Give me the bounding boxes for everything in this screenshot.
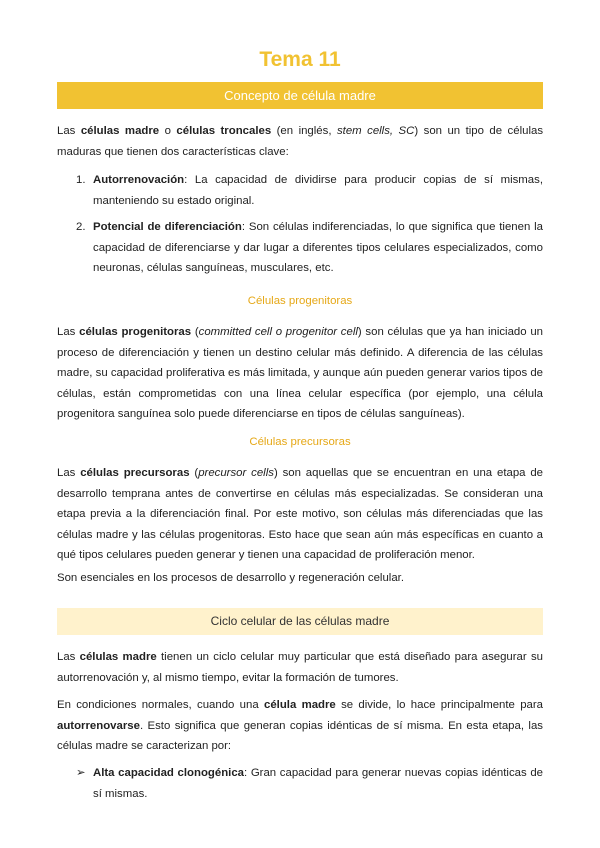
intro-italic-1: stem cells, SC xyxy=(336,125,415,137)
intro-text-4: ) son un tipo de células maduras que tienen dos características clave: xyxy=(57,125,544,158)
prec-italic-1: precursor cells xyxy=(198,467,274,479)
ciclo-paragraph-1 xyxy=(57,647,543,688)
intro-bold-1: células madre xyxy=(80,125,160,137)
prog-text-3: ) son células que ya han iniciado un proceso de diferenciación y tienen un destino celular más definido. A diferencia de las células madre, su capacidad proliferativa es más limitada, y aunque aún pueden generar varios tipos de células, están comprometidas con una línea celular específica (por ejemplo, una célula progenitora sanguínea solo puede diferenciarse en tipos de células sanguíneas). xyxy=(57,326,543,420)
ciclo2-text-3: . Esto significa que generan copias idénticas de sí misma. En esta etapa, las células madre se caracterizan por: xyxy=(57,719,543,752)
prec-bold-1: células precursoras xyxy=(80,467,190,479)
prec-text-2: ( xyxy=(189,467,199,479)
list-item-text: : La capacidad de dividirse para producir copias de sí mismas, manteniendo su estado original. xyxy=(93,174,543,207)
prog-text-2: ( xyxy=(191,326,199,338)
ciclo1-text-1: Las xyxy=(57,651,80,663)
ciclo-paragraph-2 xyxy=(57,695,543,757)
page-title: Tema 11 xyxy=(259,48,341,71)
esenciales-paragraph: Son esenciales en los procesos de desarrollo y regeneración celular. xyxy=(57,572,404,584)
prog-italic-1: committed cell o progenitor cell xyxy=(198,326,358,338)
prec-text-1: Las xyxy=(57,467,81,479)
arrow-bullet-icon: ➢ xyxy=(76,767,86,779)
ciclo2-bold-1: célula madre xyxy=(263,699,336,711)
intro-text-1: Las xyxy=(57,125,81,137)
intro-text-3: (en inglés, xyxy=(271,125,337,137)
list-item-diferenciacion xyxy=(93,217,543,279)
list-item-bold: Potencial de diferenciación xyxy=(93,221,242,233)
list-item-autorrenovacion xyxy=(93,170,543,211)
intro-text-2: o xyxy=(159,125,177,137)
list-number-1: 1. xyxy=(76,174,86,186)
precursoras-paragraph xyxy=(57,463,543,566)
list-item-bold: Autorrenovación xyxy=(93,174,185,186)
subheading-progenitoras: Células progenitoras xyxy=(247,295,353,307)
bullet-item-clonogenica xyxy=(93,763,543,804)
list-number-2: 2. xyxy=(76,221,86,233)
list-item-text: : Son células indiferenciadas, lo que significa que tienen la capacidad de diferenciarse y dar lugar a diferentes tipos celulares especializados, como neuronas, células sanguíneas, musculares, etc. xyxy=(93,221,543,274)
ciclo2-text-1: En condiciones normales, cuando una xyxy=(57,699,264,711)
ciclo2-text-2: se divide, lo hace principalmente para xyxy=(335,699,543,711)
progenitoras-paragraph xyxy=(57,322,543,425)
ciclo1-bold-1: células madre xyxy=(79,651,157,663)
intro-bold-2: células troncales xyxy=(176,125,272,137)
ciclo2-bold-2: autorrenovarse xyxy=(57,719,140,732)
prog-text-1: Las xyxy=(57,326,80,338)
ciclo-banner: Ciclo celular de las células madre xyxy=(57,608,543,635)
ciclo1-text-2: tienen un ciclo celular muy particular que está diseñado para asegurar su autorrenovación y, al mismo tiempo, evitar la formación de tumores. xyxy=(57,651,543,684)
prog-bold-1: células progenitoras xyxy=(79,326,192,338)
bullet-bold: Alta capacidad clonogénica xyxy=(93,767,244,779)
section-banner: Concepto de célula madre xyxy=(57,82,543,109)
intro-paragraph xyxy=(57,121,543,162)
subheading-precursoras: Células precursoras xyxy=(249,436,351,448)
prec-text-3: ) son aquellas que se encuentran en una etapa de desarrollo temprana antes de convertirse en células más especializadas. Se consideran una etapa previa a la diferenciación final. Por este motivo, son células más diferenciadas que las células madre y las células progenitoras. Esto hace que sean aún más específicas en cuanto a qué tipos celulares pueden generar y tienen una capacidad de proliferación menor. xyxy=(57,467,544,561)
bullet-text: : Gran capacidad para generar nuevas copias idénticas de sí mismas. xyxy=(93,767,543,800)
